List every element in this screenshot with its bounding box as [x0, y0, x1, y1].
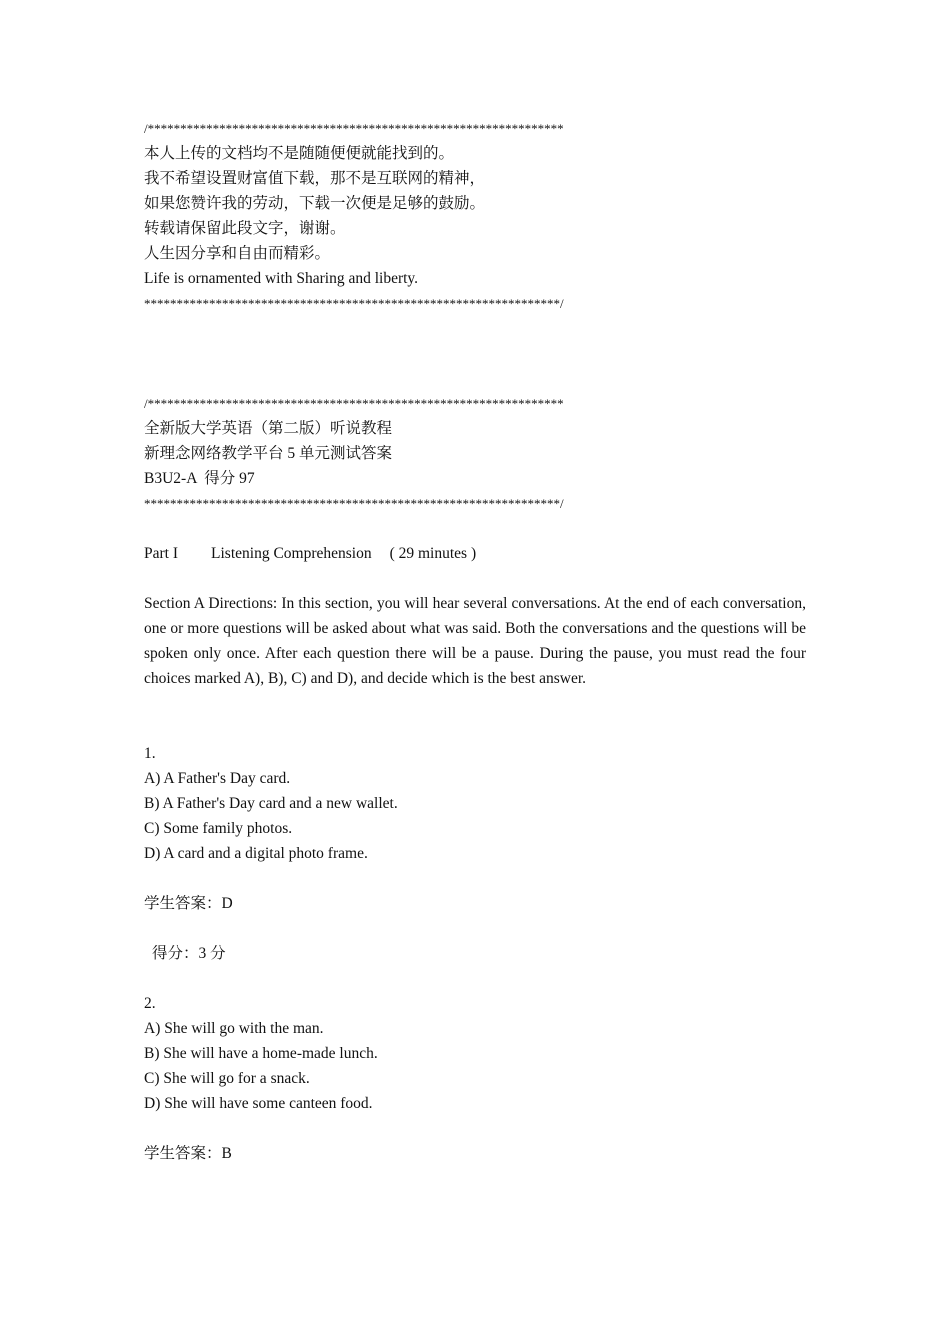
question-2: [144, 991, 806, 1166]
choice-d: D) A card and a digital photo frame.: [144, 845, 368, 862]
choice-a: A) She will go with the man.: [144, 1020, 324, 1037]
notice-line: 如果您赞许我的劳动，下载一次便是足够的鼓励。: [144, 195, 486, 212]
stars-close-divider: ****************************************************************/: [144, 496, 564, 511]
section-directions: Section A Directions: In this section, you will hear several conversations. At the end of each conversation, one or more questions will be asked about what was said. Both the conversations and the questions will be spoken only once. After each question there will be a pause. During the pause, you must read the four choices marked A), B), C) and D), and decide which is the best answer.: [144, 595, 806, 687]
spacer: [144, 516, 806, 541]
choice-b: B) A Father's Day card and a new wallet.: [144, 795, 398, 812]
stars-close-divider: ****************************************************************/: [144, 296, 564, 311]
notice-line: 本人上传的文档均不是随随便便就能找到的。: [144, 145, 455, 162]
part-label: Part I: [144, 545, 179, 562]
spacer: [144, 1116, 806, 1141]
notice-block: [144, 116, 806, 316]
spacer: [144, 916, 806, 941]
question-1: [144, 741, 806, 966]
header-block: [144, 391, 806, 516]
student-answer: 学生答案：B: [144, 1145, 232, 1162]
question-score: 得分：3 分: [152, 945, 226, 962]
student-answer: 学生答案：D: [144, 895, 233, 912]
choice-c: C) She will go for a snack.: [144, 1070, 310, 1087]
spacer: [144, 716, 806, 741]
notice-line: 人生因分享和自由而精彩。: [144, 245, 331, 262]
spacer: [144, 316, 806, 391]
spacer: [144, 966, 806, 991]
document-page: [144, 116, 806, 1166]
question-number: 1.: [144, 745, 156, 762]
spacer: [144, 566, 806, 591]
test-score-line: B3U2-A 得分 97: [144, 470, 255, 487]
part-title: Listening Comprehension: [211, 545, 372, 562]
choice-b: B) She will have a home-made lunch.: [144, 1045, 378, 1062]
choice-a: A) A Father's Day card.: [144, 770, 291, 787]
notice-line: 我不希望设置财富值下载，那不是互联网的精神，: [144, 170, 486, 187]
choice-d: D) She will have some canteen food.: [144, 1095, 373, 1112]
notice-line: 转载请保留此段文字，谢谢。: [144, 220, 346, 237]
stars-open-divider: /****************************************************************: [144, 121, 564, 136]
test-title: 新理念网络教学平台 5 单元测试答案: [144, 445, 393, 462]
stars-open-divider: /****************************************************************: [144, 396, 564, 411]
part-heading: [144, 541, 806, 566]
part-time: ( 29 minutes ): [389, 545, 477, 562]
notice-line: Life is ornamented with Sharing and liberty.: [144, 270, 419, 287]
question-number: 2.: [144, 995, 156, 1012]
spacer: [144, 866, 806, 891]
choice-c: C) Some family photos.: [144, 820, 293, 837]
course-title: 全新版大学英语（第二版）听说教程: [144, 420, 393, 437]
spacer: [144, 691, 806, 716]
